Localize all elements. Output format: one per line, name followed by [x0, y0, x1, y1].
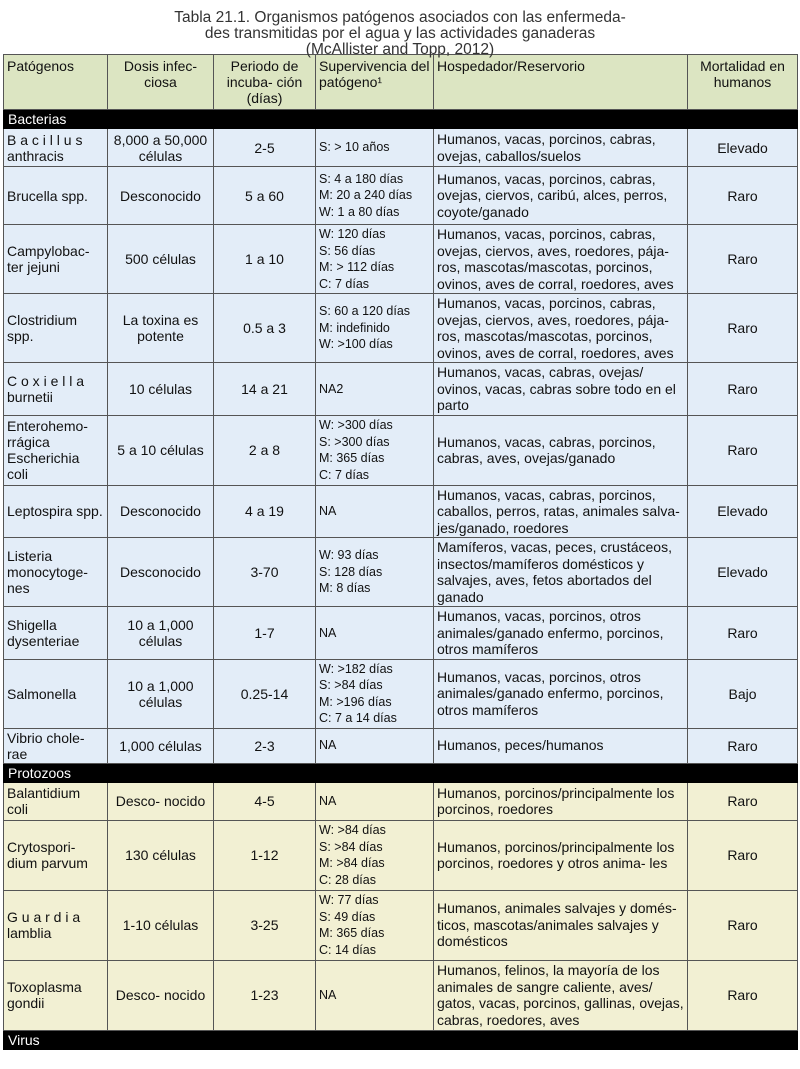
pathogen-survival: [316, 538, 434, 607]
infectious-dose: Desconocido: [108, 538, 214, 607]
pathogen-name: Shigella dysenteriae: [4, 607, 108, 660]
table-row: [4, 659, 798, 728]
pathogen-survival: [316, 415, 434, 485]
header-host: Hospedador/Reservorio: [434, 55, 688, 110]
table-row: [4, 225, 798, 294]
host-reservoir: Humanos, vacas, porcinos, otros animales/ganado enfermo, porcinos, otros mamíferos: [434, 659, 688, 728]
survival-line: S: 49 días: [319, 909, 376, 924]
survival-line: C: 7 días: [319, 467, 370, 482]
incubation-period: 3-70: [214, 538, 316, 607]
pathogen-survival: [316, 782, 434, 820]
pathogen-survival: [316, 167, 434, 225]
table-row: [4, 415, 798, 485]
infectious-dose: 5 a 10 células: [108, 415, 214, 485]
table-row: [4, 538, 798, 607]
table-row: [4, 728, 798, 763]
incubation-period: 0.5 a 3: [214, 294, 316, 363]
host-reservoir: Humanos, felinos, la mayoría de los animales de sangre caliente, aves/ gatos, vacas, porcinos, gallinas, ovejas, cabras, roedores, aves: [434, 960, 688, 1030]
survival-line: C: 14 días: [319, 942, 376, 957]
table-row: [4, 167, 798, 225]
table-row: [4, 363, 798, 416]
survival-line: NA: [319, 625, 337, 640]
survival-line: S: 128 días: [319, 564, 383, 579]
incubation-period: 2-3: [214, 728, 316, 763]
survival-line: NA: [319, 738, 337, 753]
survival-line: M: >196 días: [319, 694, 392, 709]
header-incubation: Periodo de incuba- ción (días): [214, 55, 316, 110]
survival-line: W: 93 días: [319, 548, 379, 563]
survival-line: C: 7 días: [319, 276, 370, 291]
pathogen-survival: [316, 820, 434, 890]
survival-line: S: >84 días: [319, 839, 383, 854]
table-row: [4, 960, 798, 1030]
incubation-period: 14 a 21: [214, 363, 316, 416]
survival-line: W: 1 a 80 días: [319, 204, 400, 219]
survival-line: M: 8 días: [319, 581, 371, 596]
pathogen-name: B a c i l l u s anthracis: [4, 129, 108, 167]
table-row: [4, 820, 798, 890]
survival-line: S: 60 a 120 días: [319, 304, 411, 319]
table-row: [4, 294, 798, 363]
caption-line: (McAllister and Topp, 2012): [305, 41, 495, 58]
table-row: [4, 890, 798, 960]
human-mortality: Bajo: [688, 659, 798, 728]
section-row-virus: [4, 1030, 798, 1049]
pathogen-name: Campylobac- ter jejuni: [4, 225, 108, 294]
pathogen-name: Listeria monocytoge- nes: [4, 538, 108, 607]
infectious-dose: La toxina es potente: [108, 294, 214, 363]
pathogen-name: Clostridium spp.: [4, 294, 108, 363]
incubation-period: 4-5: [214, 782, 316, 820]
section-label: Virus: [4, 1030, 798, 1049]
host-reservoir: Humanos, vacas, porcinos, otros animales/ganado enfermo, porcinos, otros mamíferos: [434, 607, 688, 660]
survival-line: C: 28 días: [319, 872, 376, 887]
pathogen-survival: [316, 659, 434, 728]
host-reservoir: Humanos, vacas, cabras, ovejas/ ovinos, vacas, cabras sobre todo en el parto: [434, 363, 688, 416]
survival-line: NA: [319, 504, 337, 518]
survival-line: W: >84 días: [319, 823, 386, 837]
pathogen-name: Enterohemo- rrágica Escherichia coli: [4, 415, 108, 485]
table-caption: [0, 0, 800, 58]
pathogen-survival: [316, 728, 434, 763]
human-mortality: Raro: [688, 960, 798, 1030]
host-reservoir: Humanos, animales salvajes y domés- ticos, mascotas/animales salvajes y domésticos: [434, 890, 688, 960]
infectious-dose: 1,000 células: [108, 728, 214, 763]
table-row: [4, 485, 798, 538]
pathogen-name: G u a r d i a lamblia: [4, 890, 108, 960]
human-mortality: Raro: [688, 294, 798, 363]
survival-line: W: >182 días: [319, 661, 393, 676]
survival-line: S: 4 a 180 días: [319, 171, 404, 186]
infectious-dose: 130 células: [108, 820, 214, 890]
survival-line: S: 56 días: [319, 243, 376, 258]
human-mortality: Raro: [688, 728, 798, 763]
human-mortality: Elevado: [688, 485, 798, 538]
human-mortality: Raro: [688, 225, 798, 294]
infectious-dose: Desconocido: [108, 485, 214, 538]
caption-line: des transmitidas por el agua y las actividades ganaderas: [204, 25, 596, 42]
host-reservoir: Humanos, vacas, cabras, porcinos, caballos, perros, ratas, animales salva- jes/ganado, roedores: [434, 485, 688, 538]
pathogen-name: Vibrio chole- rae: [4, 728, 108, 763]
human-mortality: Raro: [688, 363, 798, 416]
human-mortality: Raro: [688, 415, 798, 485]
survival-line: S: >300 días: [319, 434, 390, 449]
survival-line: W: >100 días: [319, 337, 393, 352]
survival-line: NA2: [319, 381, 344, 396]
human-mortality: Raro: [688, 890, 798, 960]
pathogen-survival: [316, 485, 434, 538]
host-reservoir: Humanos, porcinos/principalmente los porcinos, roedores: [434, 782, 688, 820]
infectious-dose: 8,000 a 50,000 células: [108, 129, 214, 167]
host-reservoir: Humanos, vacas, porcinos, cabras, ovejas, ciervos, aves, roedores, pája- ros, mascotas/mascotas, porcinos, ovinos, aves de corral, roedores, aves: [434, 294, 688, 363]
header-mortality: Mortalidad en humanos: [688, 55, 798, 110]
pathogen-survival: [316, 225, 434, 294]
survival-line: W: >300 días: [319, 418, 393, 432]
host-reservoir: Humanos, peces/humanos: [434, 728, 688, 763]
infectious-dose: 1-10 células: [108, 890, 214, 960]
survival-line: M: indefinido: [319, 320, 390, 335]
infectious-dose: 10 células: [108, 363, 214, 416]
human-mortality: Elevado: [688, 129, 798, 167]
host-reservoir: Humanos, vacas, porcinos, cabras, ovejas, ciervos, aves, roedores, pája- ros, mascotas/mascotas, porcinos, ovinos, aves de corral, roedores, aves: [434, 225, 688, 294]
host-reservoir: Humanos, vacas, cabras, porcinos, cabras, aves, ovejas/ganado: [434, 415, 688, 485]
survival-line: M: 365 días: [319, 926, 385, 940]
incubation-period: 0.25-14: [214, 659, 316, 728]
incubation-period: 2 a 8: [214, 415, 316, 485]
pathogen-name: Brucella spp.: [4, 167, 108, 225]
pathogen-name: Crytospori- dium parvum: [4, 820, 108, 890]
survival-line: S: > 10 años: [319, 140, 390, 155]
survival-line: M: 365 días: [319, 451, 385, 465]
header-dose: Dosis infec- ciosa: [108, 55, 214, 110]
human-mortality: Raro: [688, 167, 798, 225]
pathogen-name: Salmonella: [4, 659, 108, 728]
caption-line: Tabla 21.1. Organismos patógenos asociados con las enfermeda-: [174, 9, 626, 26]
incubation-period: 1-23: [214, 960, 316, 1030]
incubation-period: 2-5: [214, 129, 316, 167]
pathogen-survival: [316, 607, 434, 660]
incubation-period: 5 a 60: [214, 167, 316, 225]
human-mortality: Elevado: [688, 538, 798, 607]
pathogen-table: [3, 54, 798, 1050]
header-pathogen: Patógenos: [4, 55, 108, 110]
host-reservoir: Humanos, vacas, porcinos, cabras, ovejas, caballos/suelos: [434, 129, 688, 167]
human-mortality: Raro: [688, 820, 798, 890]
pathogen-survival: [316, 890, 434, 960]
section-row-bacteria: [4, 110, 798, 129]
survival-line: S: >84 días: [319, 678, 383, 692]
pathogen-survival: [316, 294, 434, 363]
host-reservoir: Mamíferos, vacas, peces, crustáceos, insectos/mamíferos domésticos y salvajes, aves, fetos abortados del ganado: [434, 538, 688, 607]
infectious-dose: Desco- nocido: [108, 782, 214, 820]
pathogen-name: C o x i e l l a burnetii: [4, 363, 108, 416]
table-row: [4, 607, 798, 660]
table-row: [4, 129, 798, 167]
pathogen-survival: [316, 960, 434, 1030]
pathogen-name: Leptospira spp.: [4, 485, 108, 538]
incubation-period: 1-12: [214, 820, 316, 890]
incubation-period: 4 a 19: [214, 485, 316, 538]
human-mortality: Raro: [688, 782, 798, 820]
human-mortality: Raro: [688, 607, 798, 660]
header-row: [4, 55, 798, 110]
section-label: Bacterias: [4, 110, 798, 129]
pathogen-name: Balantidium coli: [4, 782, 108, 820]
section-label: Protozoos: [4, 763, 798, 782]
survival-line: M: >84 días: [319, 856, 385, 870]
infectious-dose: 500 células: [108, 225, 214, 294]
infectious-dose: 10 a 1,000 células: [108, 659, 214, 728]
survival-line: W: 77 días: [319, 893, 379, 907]
table-row: [4, 782, 798, 820]
host-reservoir: Humanos, vacas, porcinos, cabras, ovejas, ciervos, caribú, alces, perros, coyote/ganado: [434, 167, 688, 225]
incubation-period: 1 a 10: [214, 225, 316, 294]
infectious-dose: Desco- nocido: [108, 960, 214, 1030]
incubation-period: 3-25: [214, 890, 316, 960]
host-reservoir: Humanos, porcinos/principalmente los porcinos, roedores y otros anima- les: [434, 820, 688, 890]
infectious-dose: 10 a 1,000 células: [108, 607, 214, 660]
survival-line: M: 20 a 240 días: [319, 188, 413, 203]
section-row-protozoa: [4, 763, 798, 782]
survival-line: NA: [319, 987, 337, 1002]
survival-line: W: 120 días: [319, 227, 386, 241]
pathogen-survival: [316, 129, 434, 167]
pathogen-name: Toxoplasma gondii: [4, 960, 108, 1030]
survival-line: M: > 112 días: [319, 260, 395, 274]
survival-line: NA: [319, 793, 337, 808]
header-survival: Supervivencia del patógeno¹: [316, 55, 434, 110]
survival-line: C: 7 a 14 días: [319, 711, 397, 725]
infectious-dose: Desconocido: [108, 167, 214, 225]
incubation-period: 1-7: [214, 607, 316, 660]
pathogen-survival: [316, 363, 434, 416]
